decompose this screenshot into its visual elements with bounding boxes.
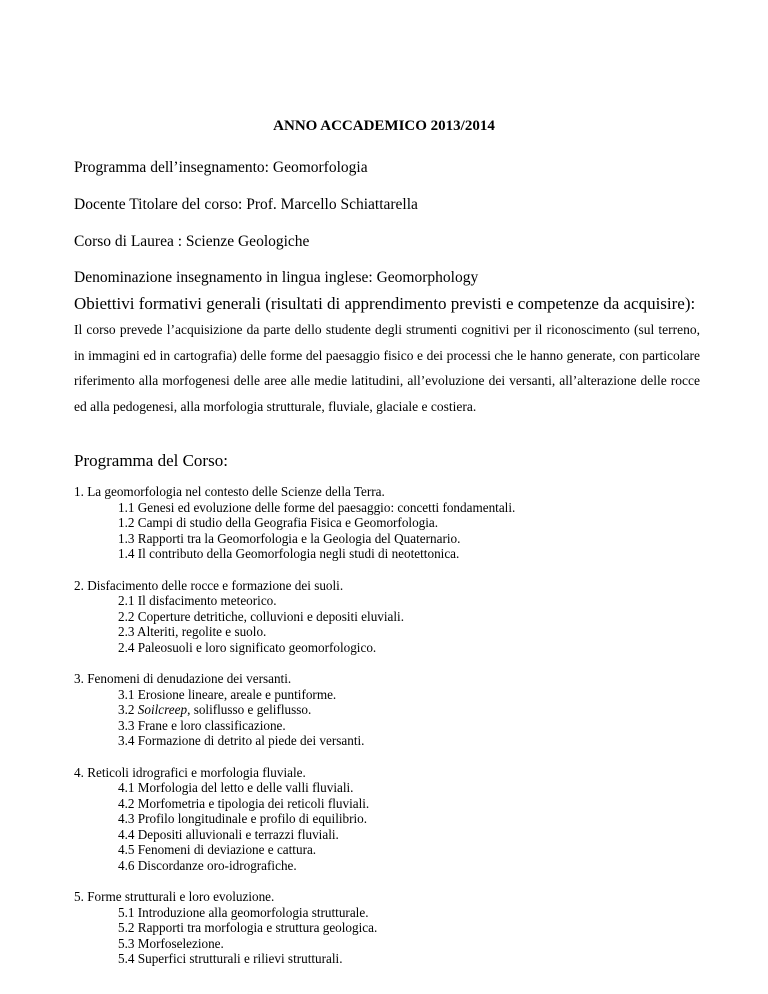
course-teacher-label: Docente Titolare del corso:: [74, 196, 243, 213]
chapter-subitem: [74, 515, 714, 531]
subitem-text: 3.4 Formazione di detrito al piede dei versanti.: [118, 733, 365, 748]
subitem-text: 5.3 Morfoselezione.: [118, 935, 224, 951]
subitem-text: 4.5 Fenomeni di deviazione e cattura.: [118, 842, 317, 857]
chapter-subitem: [74, 811, 714, 827]
chapter-title: 4. Reticoli idrografici e morfologia fluviale.: [74, 764, 306, 780]
chapter-subitem: [74, 796, 714, 812]
chapter-subitem: [74, 733, 714, 749]
chapter-subitem: [74, 546, 714, 562]
subitem-text: 4.6 Discordanze oro-idrografiche.: [118, 857, 297, 873]
chapter-title: 1. La geomorfologia nel contesto delle Scienze della Terra.: [74, 484, 385, 499]
subitem-text: 4.3 Profilo longitudinale e profilo di equilibrio.: [118, 811, 368, 826]
subitem-text: 3.3 Frane e loro classificazione.: [118, 717, 286, 733]
chapter-subitem: [74, 718, 714, 734]
course-teacher-line: [74, 196, 418, 214]
subitem-text: 4.1 Morfologia del letto e delle valli fluviali.: [118, 780, 354, 795]
academic-year-title: ANNO ACCADEMICO 2013/2014: [273, 118, 495, 134]
program-chapter: [74, 671, 714, 749]
chapter-title: 5. Forme strutturali e loro evoluzione.: [74, 889, 275, 904]
chapter-subitem: [74, 858, 714, 874]
subitem-text: 1.1 Genesi ed evoluzione delle forme del paesaggio: concetti fondamentali.: [118, 499, 516, 515]
program-chapter: [74, 484, 714, 562]
chapter-subitem: [74, 640, 714, 656]
chapter-subitem: [74, 920, 714, 936]
chapter-subitem: [74, 951, 714, 967]
english-name-line: [74, 269, 478, 287]
degree-course-label: Corso di Laurea :: [74, 233, 183, 250]
subitem-text: 2.2 Coperture detritiche, colluvioni e depositi eluviali.: [118, 608, 405, 624]
subitem-text: 3.1 Erosione lineare, areale e puntiforme.: [118, 686, 337, 702]
chapter-subitem: [74, 593, 714, 609]
degree-course-line: [74, 233, 309, 251]
chapter-subitem: [74, 827, 714, 843]
subitem-italic-term: Soilcreep: [137, 702, 188, 717]
course-program-label: Programma dell’insegnamento:: [74, 159, 269, 176]
subitem-text: 1.3 Rapporti tra la Geomorfologia e la Geologia del Quaternario.: [118, 530, 461, 546]
chapter-subitem: [74, 780, 714, 796]
chapter-subitem: [74, 624, 714, 640]
subitem-text: 2.4 Paleosuoli e loro significato geomorfologico.: [118, 639, 377, 655]
subitem-text: 2.1 Il disfacimento meteorico.: [118, 593, 277, 608]
chapter-subitem: [74, 905, 714, 921]
course-program-value: Geomorfologia: [272, 159, 368, 176]
program-outline: [74, 484, 714, 983]
subitem-text: 2.3 Alteriti, regolite e suolo.: [118, 624, 267, 639]
objectives-paragraph: Il corso prevede l’acquisizione da parte dello studente degli strumenti cognitivi per il riconoscimento (sul terreno, in immagini ed in cartografia) delle forme del paesaggio fisico e dei processi che le hanno generate, con particolare riferimento alla morfogenesi delle aree alle medie latitudini, all’evoluzione dei versanti, all’alterazione delle rocce ed alla pedogenesi, alla morfologia strutturale, fluviale, glaciale e costiera.: [74, 322, 700, 414]
program-chapter: [74, 889, 714, 967]
subitem-text: , soliflusso e geliflusso.: [187, 702, 312, 717]
subitem-text: 4.4 Depositi alluvionali e terrazzi fluviali.: [118, 826, 339, 842]
chapter-subitem: [74, 687, 714, 703]
chapter-title: 3. Fenomeni di denudazione dei versanti.: [74, 671, 292, 686]
english-name-label: Denominazione insegnamento in lingua inglese:: [74, 269, 373, 286]
chapter-subitem: [74, 936, 714, 952]
english-name-value: Geomorphology: [376, 269, 479, 286]
subitem-text: 5.2 Rapporti tra morfologia e struttura geologica.: [118, 920, 378, 935]
course-teacher-value: Prof. Marcello Schiattarella: [246, 196, 418, 213]
program-chapter: [74, 765, 714, 874]
degree-course-value: Scienze Geologiche: [185, 233, 310, 250]
subitem-text: 3.2: [118, 702, 138, 717]
subitem-text: 1.4 Il contributo della Geomorfologia negli studi di neotettonica.: [118, 546, 460, 561]
course-program-line: [74, 159, 368, 177]
chapter-subitem: [74, 842, 714, 858]
subitem-text: 1.2 Campi di studio della Geografia Fisica e Geomorfologia.: [118, 515, 439, 530]
program-heading: Programma del Corso:: [74, 451, 228, 470]
chapter-subitem: [74, 702, 714, 718]
chapter-subitem: [74, 609, 714, 625]
program-chapter: [74, 578, 714, 656]
objectives-heading: Obiettivi formativi generali (risultati di apprendimento previsti e competenze da acquisire):: [74, 294, 696, 313]
chapter-subitem: [74, 500, 714, 516]
chapter-subitem: [74, 531, 714, 547]
subitem-text: 5.1 Introduzione alla geomorfologia strutturale.: [118, 904, 369, 920]
subitem-text: 4.2 Morfometria e tipologia dei reticoli fluviali.: [118, 795, 370, 811]
chapter-title: 2. Disfacimento delle rocce e formazione dei suoli.: [74, 577, 344, 593]
subitem-text: 5.4 Superfici strutturali e rilievi strutturali.: [118, 951, 343, 966]
